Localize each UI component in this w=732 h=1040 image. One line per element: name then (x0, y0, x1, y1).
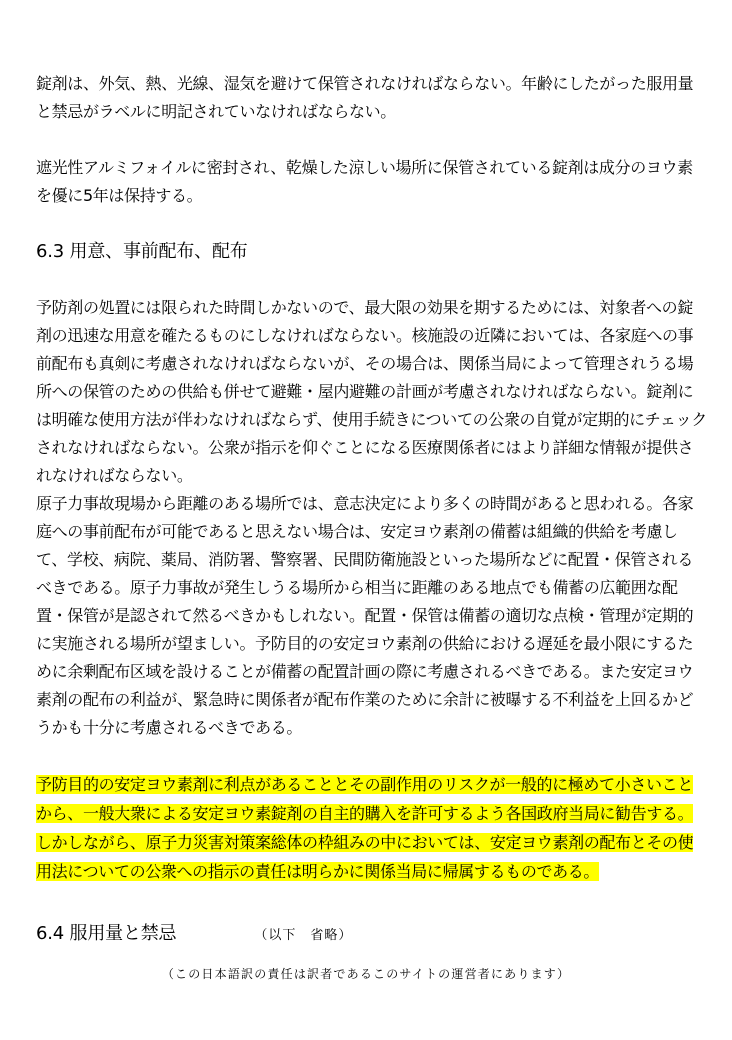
spacer (36, 210, 708, 238)
section-6-3-paragraph-2: 原子力事故現場から距離のある場所では、意志決定により多くの時間があると思われる。各家庭への事前配布が可能であると思えない場合は、安定ヨウ素剤の備蓄は組織的供給を考慮して、学校、病院、薬局、消防署、警察署、民間防衛施設といった場所などに配置・保管されるべきである。原子力事故が発生しうる場所から相当に距離のある地点でも備蓄の広範囲な配置・保管が是認されて然るべきかもしれない。配置・保管は備蓄の適切な点検・管理が定期的に実施される場所が望ましい。予防目的の安定ヨウ素剤の供給における遅延を最小限にするために余剰配布区域を設けることが備蓄の配置計画の際に考慮されるべきである。また安定ヨウ素剤の配布の利益が、緊急時に関係者が配布作業のために余計に被曝する不利益を上回るかどうかも十分に考慮されるべきである。 (36, 494, 694, 737)
omitted-note: （以下 省略） (254, 928, 353, 943)
shelf-life-paragraph: 遮光性アルミフォイルに密封され、乾燥した涼しい場所に保管されている錠剤は成分のヨウ素を優に5年は保持する。 (36, 158, 693, 205)
spacer (36, 266, 708, 294)
highlighted-text: 予防目的の安定ヨウ素剤に利点があることとその副作用のリスクが一般的に極めて小さいことから、一般大衆による安定ヨウ素錠剤の自主的購入を許可するよう各国政府当局に勧告する。しかしながら、原子力災害対策案総体の枠組みの中においては、安定ヨウ素剤の配布とその使用法についての公衆への指示の責任は明らかに関係当局に帰属するものである。 (36, 775, 694, 881)
highlighted-recommendation (36, 770, 708, 886)
storage-paragraph: 錠剤は、外気、熱、光線、湿気を避けて保管されなければならない。年齢にしたがった服用量と禁忌がラベルに明記されていなければならない。 (36, 74, 694, 121)
spacer (36, 886, 708, 920)
section-6-3-paragraph-1: 予防剤の処置には限られた時間しかないので、最大限の効果を期するためには、対象者への錠剤の迅速な用意を確たるものにしなければならない。核施設の近隣においては、各家庭への事前配布も真剣に考慮されなければならないが、その場合は、関係当局によって管理されうる場所への保管のための供給も併せて避難・屋内避難の計画が考慮されなければならない。錠剤には明確な使用方法が伴わなければならず、使用手続きについての公衆の自覚が定期的にチェックされなければならない。公衆が指示を仰ぐことになる医療関係者にはより詳細な情報が提供されなければならない。 (36, 298, 707, 485)
section-6-4-heading: 6.4 服用量と禁忌 (36, 923, 177, 944)
section-6-4-header (36, 920, 708, 948)
section-6-3-heading: 6.3 用意、事前配布、配布 (36, 241, 248, 262)
translation-disclaimer: （この日本語訳の責任は訳者であるこのサイトの運営者にあります） (161, 967, 571, 981)
spacer (36, 126, 708, 154)
spacer (36, 742, 708, 770)
document-body (36, 70, 708, 948)
